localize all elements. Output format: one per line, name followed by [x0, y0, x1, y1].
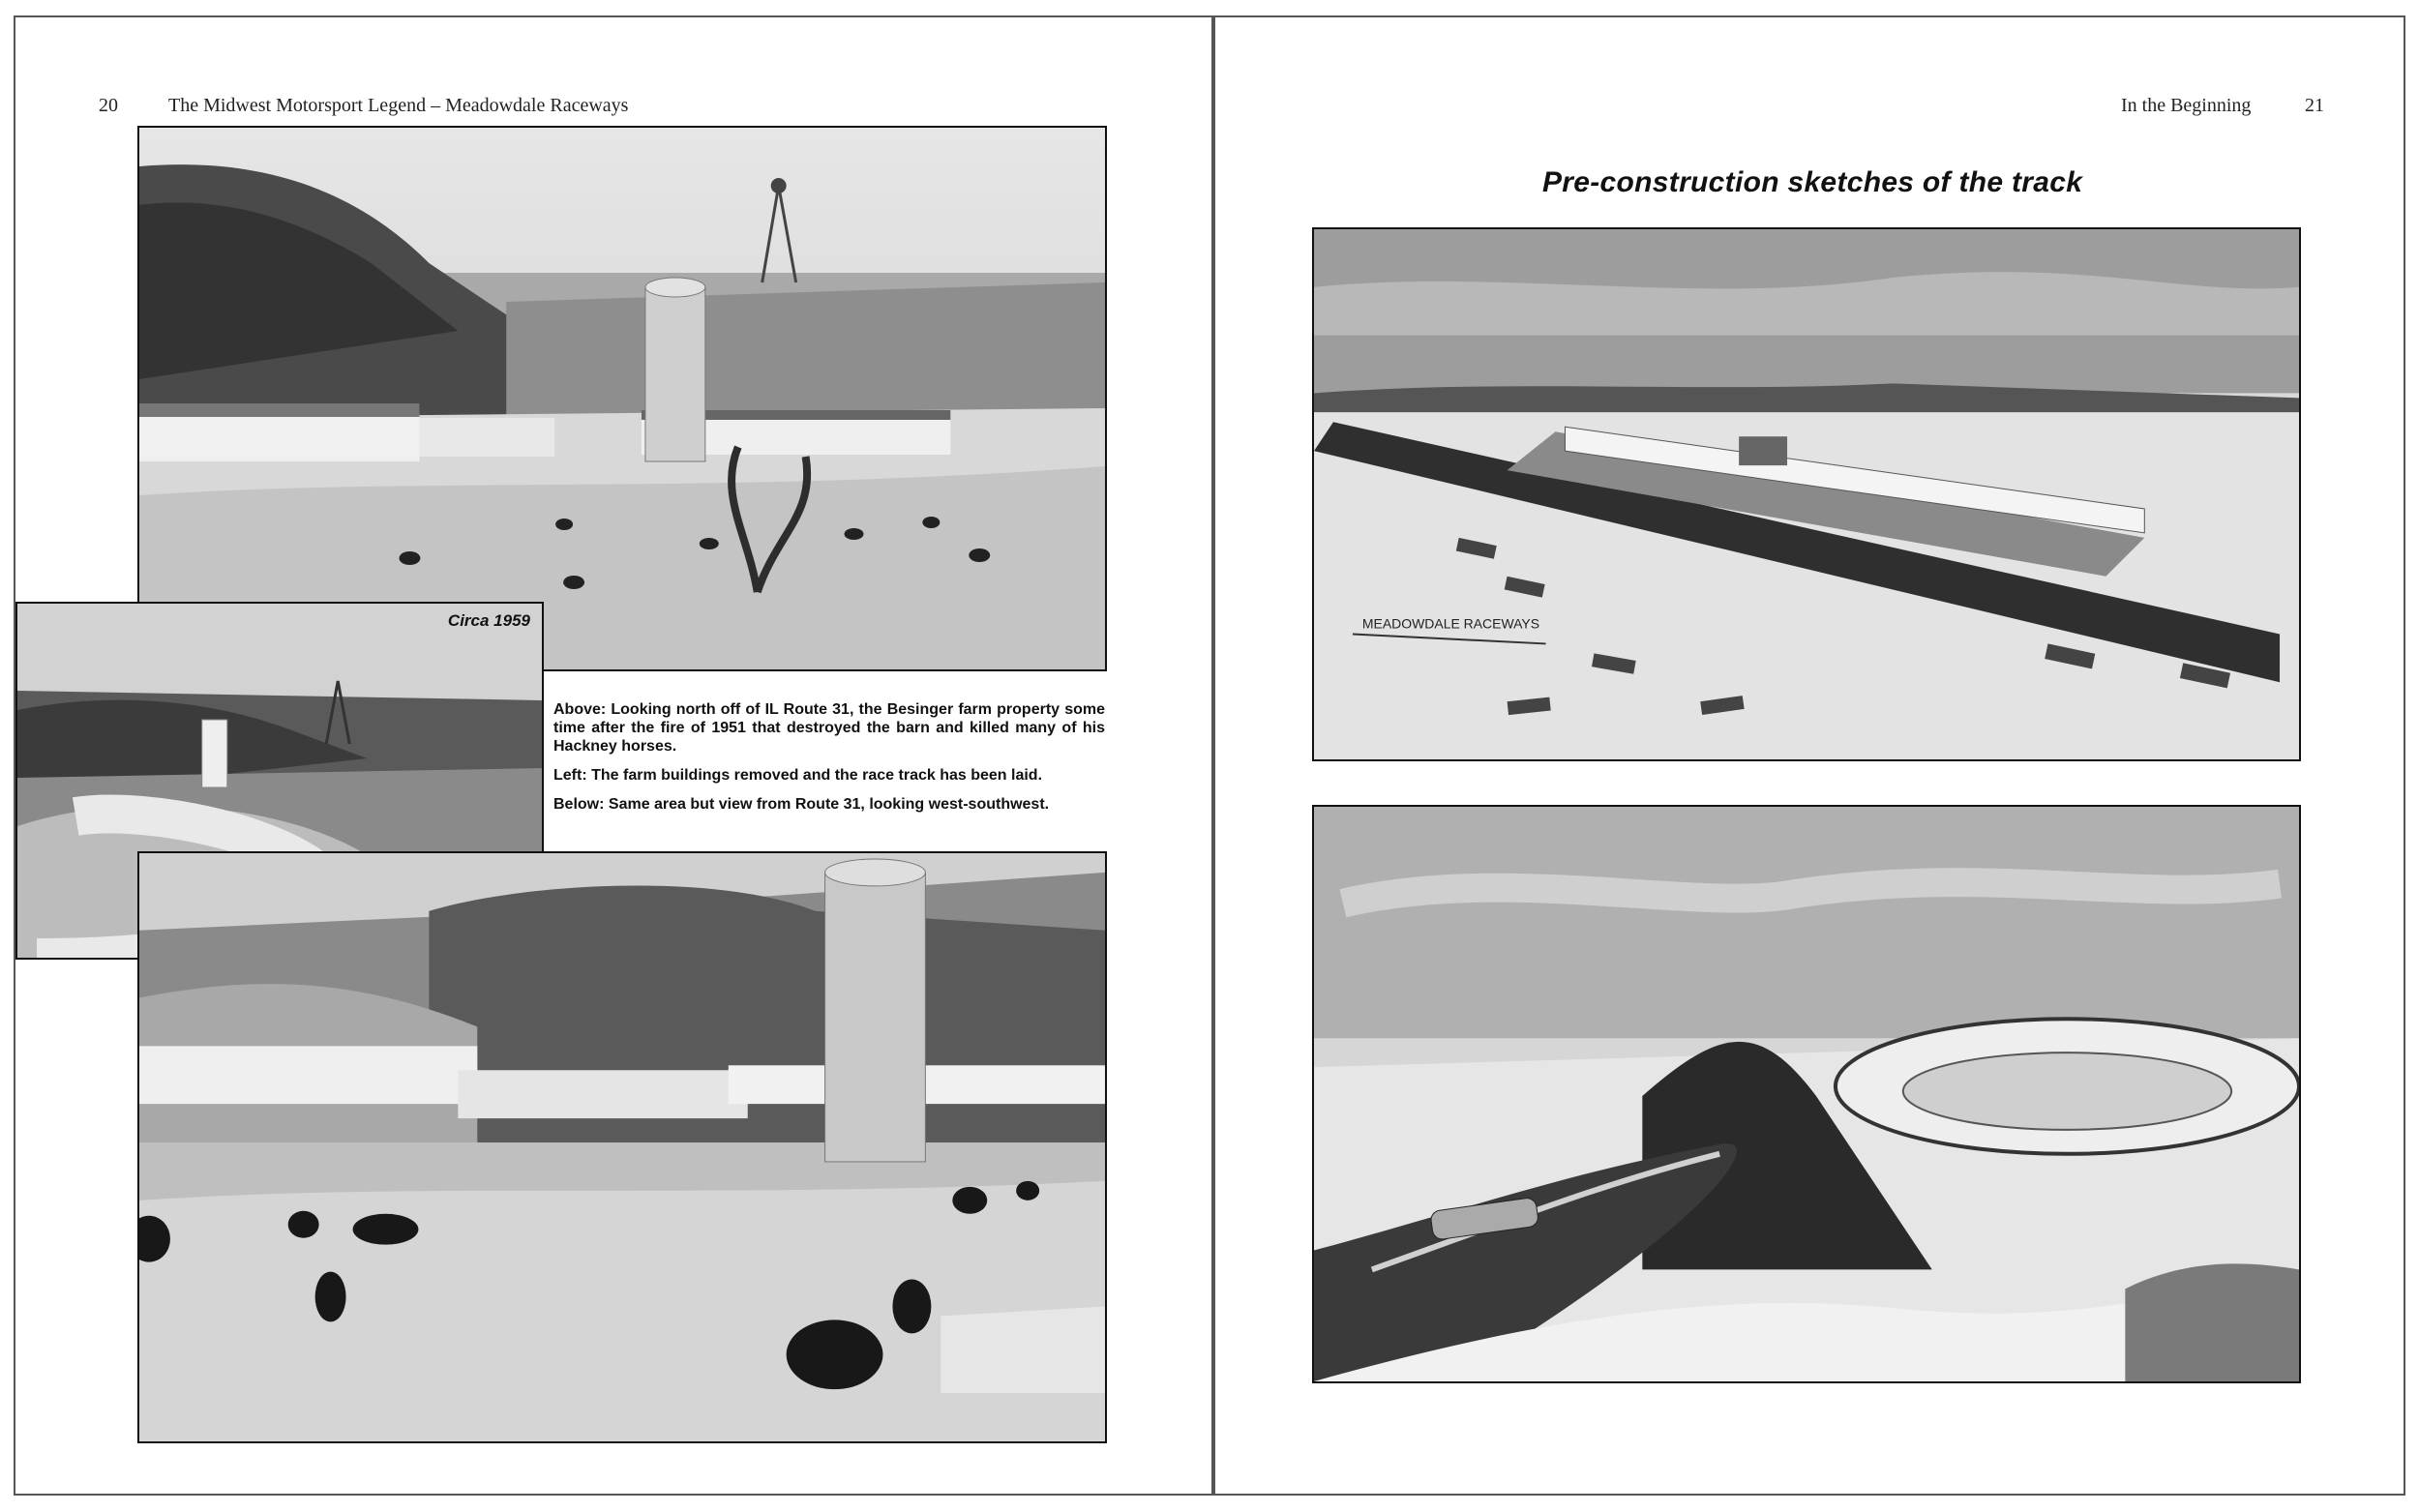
photo-farm-west — [137, 851, 1107, 1443]
page-number-left: 20 — [99, 95, 118, 116]
circa-label: Circa 1959 — [447, 611, 530, 630]
sketch-grandstand — [1312, 227, 2301, 761]
sketch-sign-text: MEADOWDALE RACEWAYS — [1361, 615, 1540, 632]
caption-block — [553, 700, 1105, 824]
left-page — [14, 15, 1213, 1496]
caption-below: Below: Same area but view from Route 31, looking west-southwest. — [553, 796, 1050, 813]
right-page — [1213, 15, 2405, 1496]
caption-left: Left: The farm buildings removed and the race track has been laid. — [553, 767, 1043, 784]
grandstand-sketch-image — [1314, 229, 2299, 759]
photo-farm-north — [137, 126, 1107, 671]
sketches-heading: Pre-construction sketches of the track — [1542, 166, 2083, 198]
running-title-right: In the Beginning — [2121, 95, 2252, 116]
farm-north-image — [139, 128, 1105, 669]
banked-oval-sketch-image — [1314, 807, 2299, 1381]
caption-above: Above: Looking north off of IL Route 31, the Besinger farm property some time after the fire of 1951 that destroyed the barn and killed many of his Hackney horses. — [553, 701, 1105, 755]
sketch-banked-oval — [1312, 805, 2301, 1383]
farm-west-image — [139, 853, 1105, 1441]
page-number-right: 21 — [2305, 95, 2324, 116]
running-title-left: The Midwest Motorsport Legend – Meadowdale Raceways — [168, 95, 629, 116]
